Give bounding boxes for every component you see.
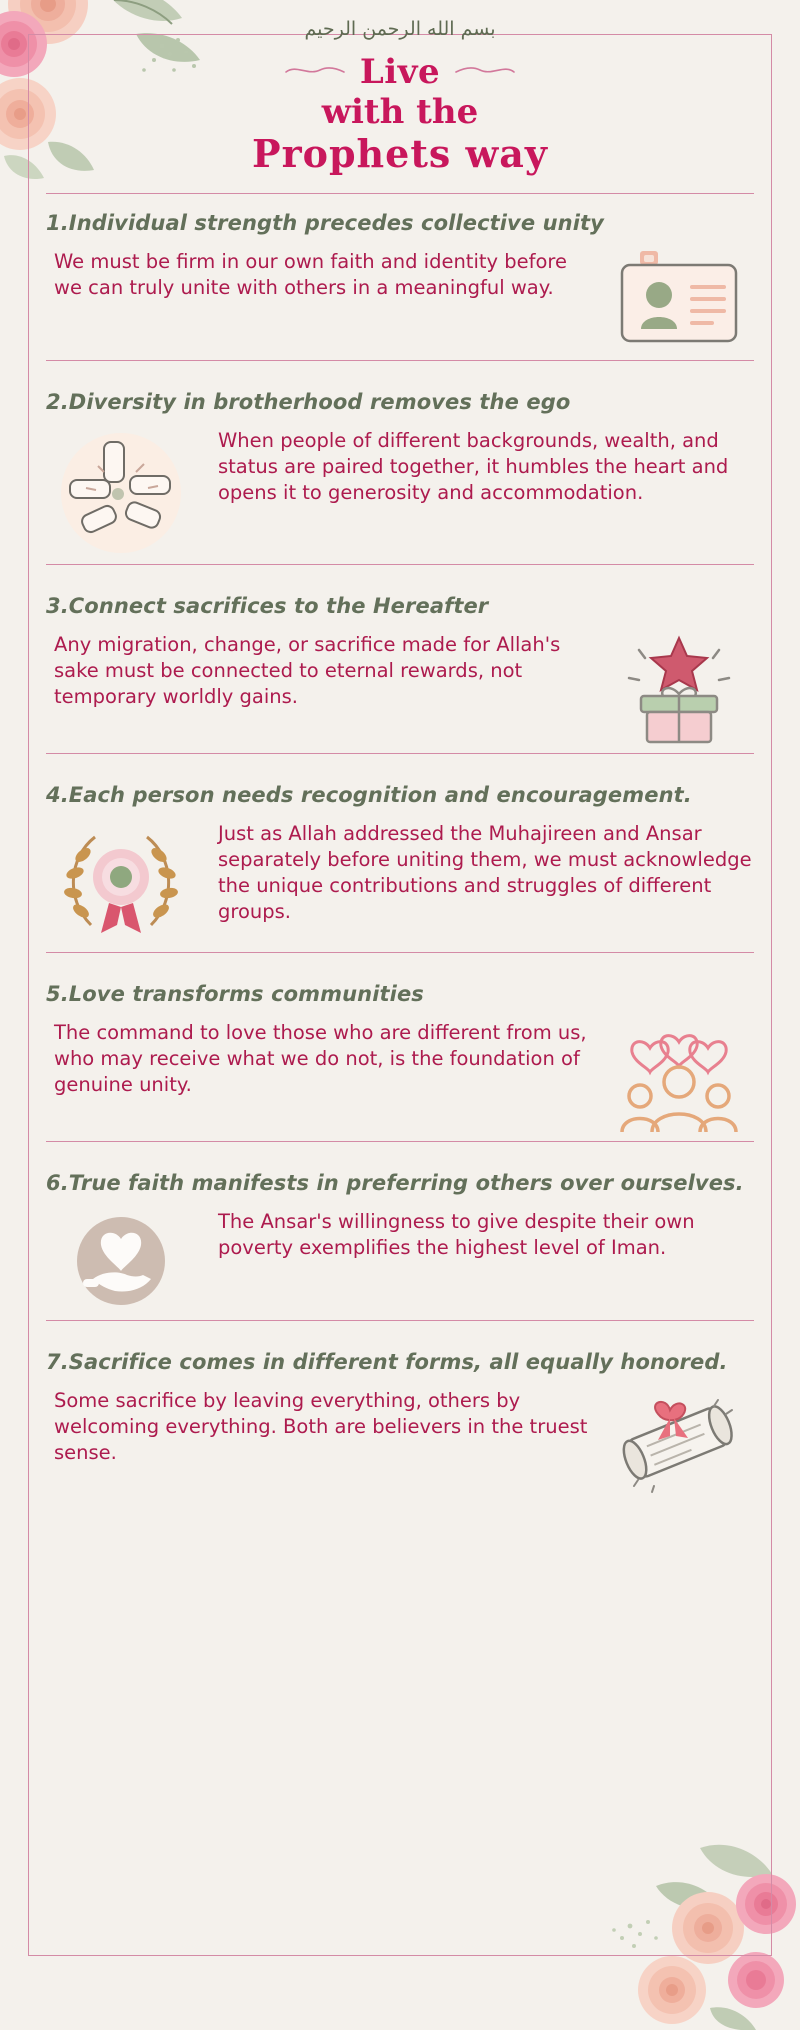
- page-title-line3: Prophets way: [252, 130, 548, 176]
- swirl-right-icon: [454, 62, 516, 82]
- point-title: 4.Each person needs recognition and encouragement.: [46, 782, 692, 807]
- point-text: The command to love those who are different from us, who may receive what we do not, is the foundation of genuine unity.: [54, 1020, 587, 1096]
- title-row: [0, 54, 800, 91]
- point-title: 2.Diversity in brotherhood removes the ego: [46, 389, 571, 414]
- point-text: Any migration, change, or sacrifice made for Allah's sake must be connected to eternal rewards, not temporary worldly gains.: [54, 632, 561, 708]
- point-title: 5.Love transforms communities: [46, 981, 424, 1006]
- point-title: 3.Connect sacrifices to the Hereafter: [46, 593, 489, 618]
- bismillah-text: بسم الله الرحمن الرحيم: [304, 18, 496, 40]
- point-text: Some sacrifice by leaving everything, others by welcoming everything. Both are believers in the truest sense.: [54, 1389, 588, 1464]
- poster-frame: [28, 34, 772, 1956]
- point-text: We must be firm in our own faith and identity before we can truly unite with others in a meaningful way.: [54, 249, 568, 299]
- swirl-left-icon: [284, 62, 346, 82]
- page-title-line2: with the: [321, 91, 479, 132]
- point-text: The Ansar's willingness to give despite their own poverty exemplifies the highest level of Iman.: [218, 1210, 695, 1259]
- point-title: 1.Individual strength precedes collective unity: [46, 210, 604, 235]
- point-title: 7.Sacrifice comes in different forms, all equally honored.: [46, 1350, 728, 1375]
- point-title: 6.True faith manifests in preferring others over ourselves.: [46, 1170, 744, 1195]
- poster-header: [0, 0, 800, 175]
- page-title-line1: Live: [359, 52, 441, 92]
- point-text: When people of different backgrounds, wealth, and status are paired together, it humbles the heart and opens it to generosity and accommodation.: [218, 428, 729, 504]
- point-text: Just as Allah addressed the Muhajireen and Ansar separately before uniting them, we must acknowledge the unique contributions and struggles of different groups.: [218, 821, 752, 923]
